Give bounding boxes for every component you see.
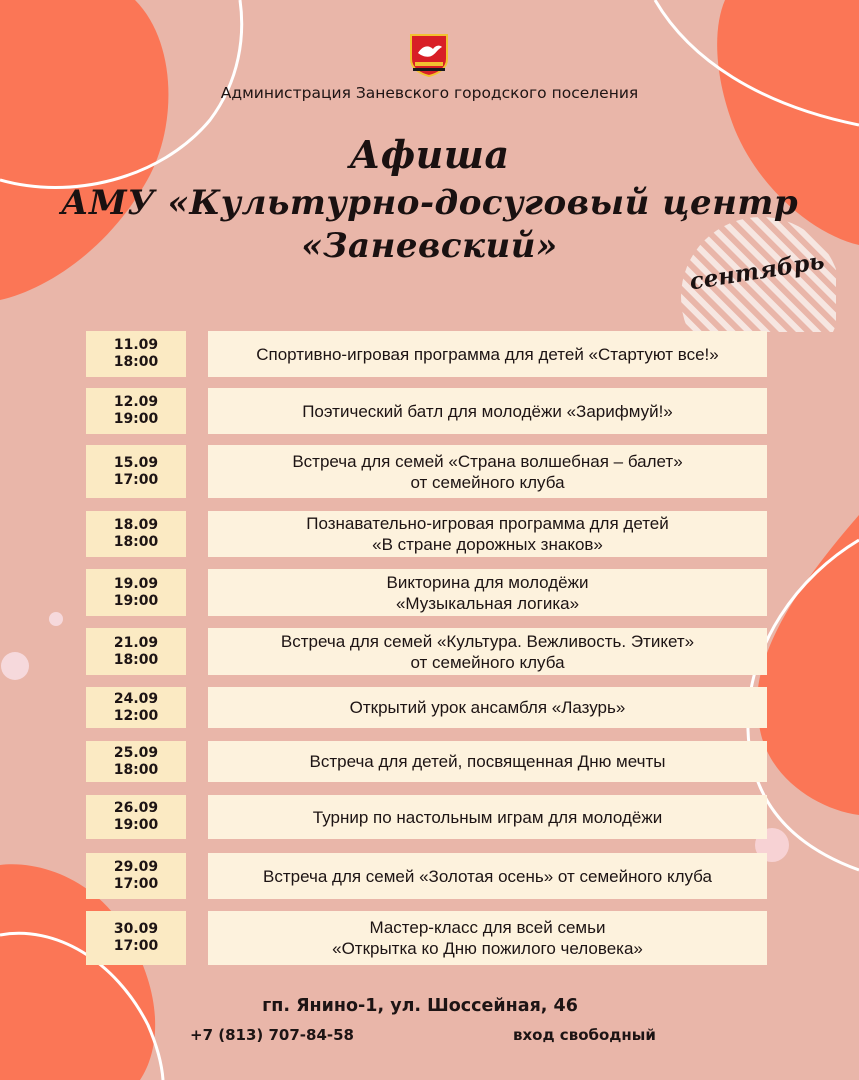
event-title-line: Встреча для семей «Золотая осень» от семейного клуба bbox=[263, 866, 712, 886]
event-title-line: Встреча для семей «Страна волшебная – балет» bbox=[292, 451, 683, 471]
event-date: 25.09 bbox=[113, 744, 159, 761]
event-description bbox=[208, 687, 767, 728]
event-date: 24.09 bbox=[113, 690, 159, 707]
event-datetime bbox=[86, 331, 186, 377]
venue-name-line2: «Заневский» bbox=[301, 226, 558, 266]
event-date: 12.09 bbox=[113, 394, 159, 410]
event-datetime bbox=[86, 388, 186, 434]
event-description bbox=[208, 511, 767, 557]
event-title-line: от семейного клуба bbox=[410, 652, 565, 672]
event-description bbox=[208, 388, 767, 434]
event-title-line: Викторина для молодёжи bbox=[386, 572, 589, 592]
event-title-line: от семейного клуба bbox=[410, 472, 565, 492]
event-time: 12:00 bbox=[113, 707, 159, 724]
event-title-line: «Открытка ко Дню пожилого человека» bbox=[332, 939, 643, 958]
event-datetime bbox=[86, 628, 186, 675]
event-description bbox=[208, 569, 767, 616]
event-time: 17:00 bbox=[113, 471, 159, 488]
event-datetime bbox=[86, 795, 186, 839]
event-datetime bbox=[86, 569, 186, 616]
event-title-line: Встреча для детей, посвященная Дню мечты bbox=[309, 752, 666, 771]
event-time: 18:00 bbox=[113, 651, 159, 668]
event-date: 11.09 bbox=[113, 337, 159, 353]
event-title-line: Открытий урок ансамбля «Лазурь» bbox=[349, 698, 626, 717]
event-date: 21.09 bbox=[113, 634, 159, 651]
event-description bbox=[208, 445, 767, 498]
event-title-line: Встреча для семей «Культура. Вежливость. Этикет» bbox=[280, 631, 695, 651]
event-time: 18:00 bbox=[113, 761, 159, 778]
event-date: 18.09 bbox=[113, 517, 159, 533]
event-description bbox=[208, 741, 767, 782]
event-time: 17:00 bbox=[113, 876, 159, 892]
poster-title: Афиша bbox=[349, 132, 510, 177]
month-label: сентябрь bbox=[687, 247, 827, 296]
organization-name: Администрация Заневского городского поселения bbox=[220, 84, 639, 102]
event-datetime bbox=[86, 511, 186, 557]
event-title-line: Мастер-класс для всей семьи bbox=[369, 918, 606, 937]
event-description bbox=[208, 331, 767, 377]
event-datetime bbox=[86, 741, 186, 782]
event-datetime bbox=[86, 911, 186, 965]
event-datetime bbox=[86, 853, 186, 899]
event-date: 30.09 bbox=[113, 921, 159, 937]
event-time: 18:00 bbox=[113, 354, 159, 370]
venue-name-line1: АМУ «Культурно-досуговый центр bbox=[60, 183, 799, 223]
address: гп. Янино-1, ул. Шоссейная, 46 bbox=[262, 996, 578, 1016]
event-datetime bbox=[86, 445, 186, 498]
event-description bbox=[208, 911, 767, 965]
event-title-line: Спортивно-игровая программа для детей «Стартуют все!» bbox=[256, 344, 719, 364]
event-time: 18:00 bbox=[113, 534, 159, 550]
event-datetime bbox=[86, 687, 186, 728]
event-title-line: Познавательно-игровая программа для детей bbox=[306, 514, 669, 533]
event-date: 26.09 bbox=[113, 800, 159, 816]
event-time: 19:00 bbox=[113, 817, 159, 833]
phone-number: +7 (813) 707-84-58 bbox=[190, 1026, 354, 1044]
event-title-line: «Музыкальная логика» bbox=[395, 593, 580, 613]
event-description bbox=[208, 795, 767, 839]
event-time: 19:00 bbox=[113, 592, 159, 609]
event-title-line: Поэтический батл для молодёжи «Зарифмуй!» bbox=[302, 401, 673, 421]
event-description bbox=[208, 853, 767, 899]
event-date: 19.09 bbox=[113, 575, 159, 592]
event-title-line: «В стране дорожных знаков» bbox=[372, 535, 603, 554]
event-time: 19:00 bbox=[113, 411, 159, 427]
event-date: 15.09 bbox=[113, 454, 159, 471]
entry-note: вход свободный bbox=[513, 1026, 656, 1044]
event-time: 17:00 bbox=[113, 938, 159, 954]
event-description bbox=[208, 628, 767, 675]
event-date: 29.09 bbox=[113, 859, 159, 875]
event-title-line: Турнир по настольным играм для молодёжи bbox=[312, 807, 663, 827]
